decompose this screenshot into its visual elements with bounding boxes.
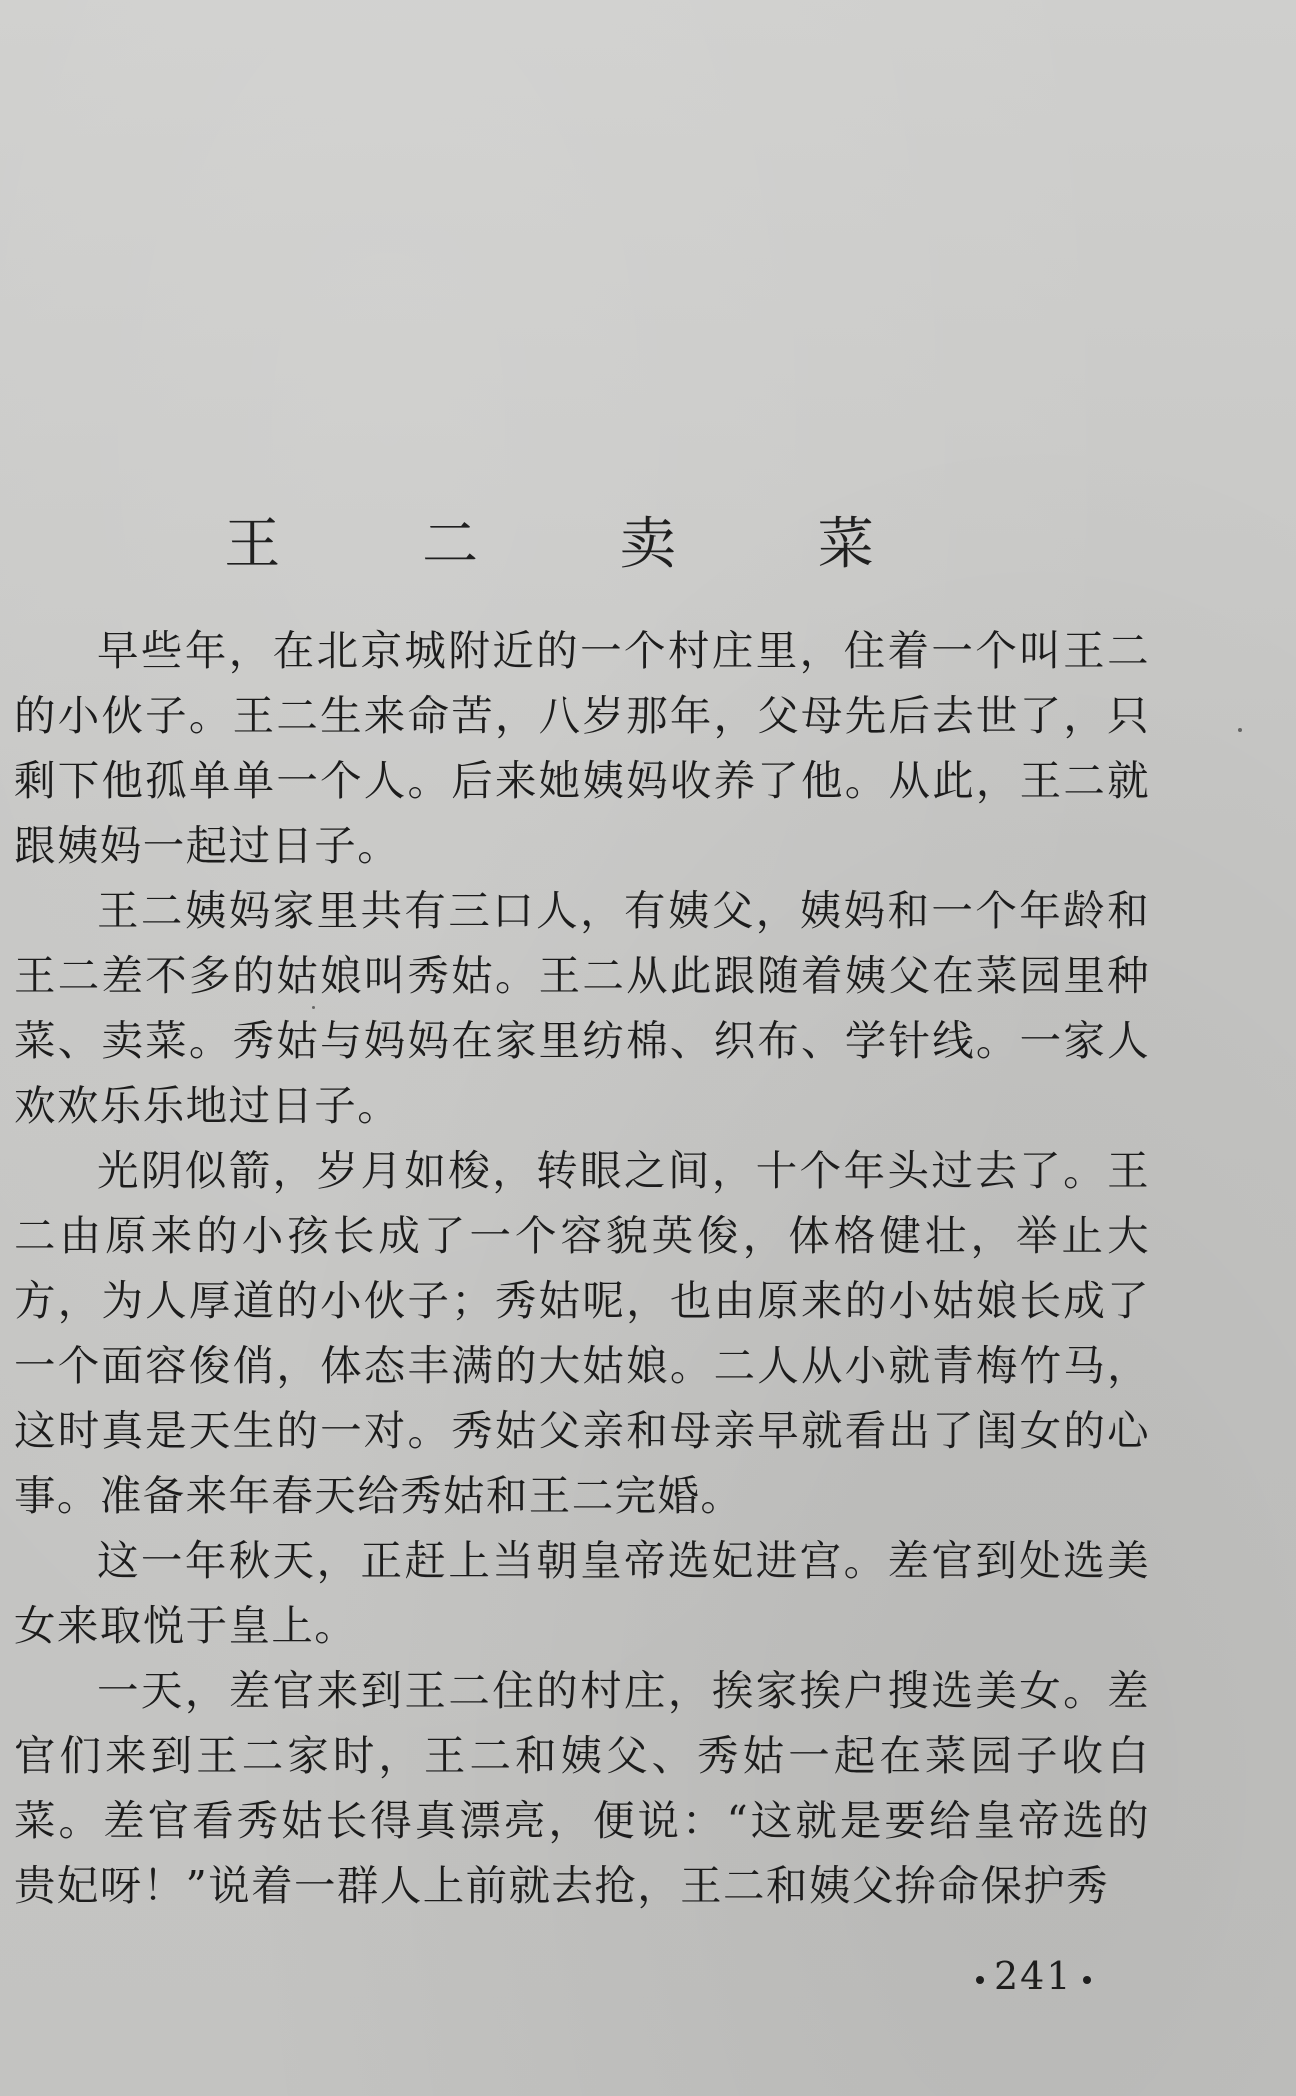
paper-speck xyxy=(312,1006,315,1009)
page-number xyxy=(966,1954,1101,1998)
paper-speck xyxy=(1238,728,1242,732)
story-title: 王 二 卖 菜 xyxy=(224,512,936,577)
paragraph: 光阴似箭，岁月如梭，转眼之间，十个年头过去了。王二由原来的小孩长成了一个容貌英俊，体格健壮，举止大方，为人厚道的小伙子；秀姑呢，也由原来的小姑娘长成了一个面容俊俏，体态丰满的大姑娘。二人从小就青梅竹马，这时真是天生的一对。秀姑父亲和母亲早就看出了闺女的心事。准备来年春天给秀姑和王二完婚。 xyxy=(14,1146,1150,1520)
bullet-dot-icon xyxy=(976,1976,984,1984)
page-number-value: 241 xyxy=(994,1954,1073,1998)
bullet-dot-icon xyxy=(1083,1976,1091,1984)
paragraph: 早些年，在北京城附近的一个村庄里，住着一个叫王二的小伙子。王二生来命苦，八岁那年，父母先后去世了，只剩下他孤单单一个人。后来她姨妈收养了他。从此，王二就跟姨妈一起过日子。 xyxy=(14,626,1150,870)
story-body xyxy=(14,618,1150,1918)
paragraph: 王二姨妈家里共有三口人，有姨父，姨妈和一个年龄和王二差不多的姑娘叫秀姑。王二从此跟随着姨父在菜园里种菜、卖菜。秀姑与妈妈在家里纺棉、织布、学针线。一家人欢欢乐乐地过日子。 xyxy=(14,886,1150,1130)
paragraph: 这一年秋天，正赶上当朝皇帝选妃进宫。差官到处选美女来取悦于皇上。 xyxy=(14,1536,1150,1650)
paragraph: 一天，差官来到王二住的村庄，挨家挨户搜选美女。差官们来到王二家时，王二和姨父、秀姑一起在菜园子收白菜。差官看秀姑长得真漂亮，便说：“这就是要给皇帝选的贵妃呀！”说着一群人上前就去抢，王二和姨父拚命保护秀 xyxy=(14,1666,1150,1910)
